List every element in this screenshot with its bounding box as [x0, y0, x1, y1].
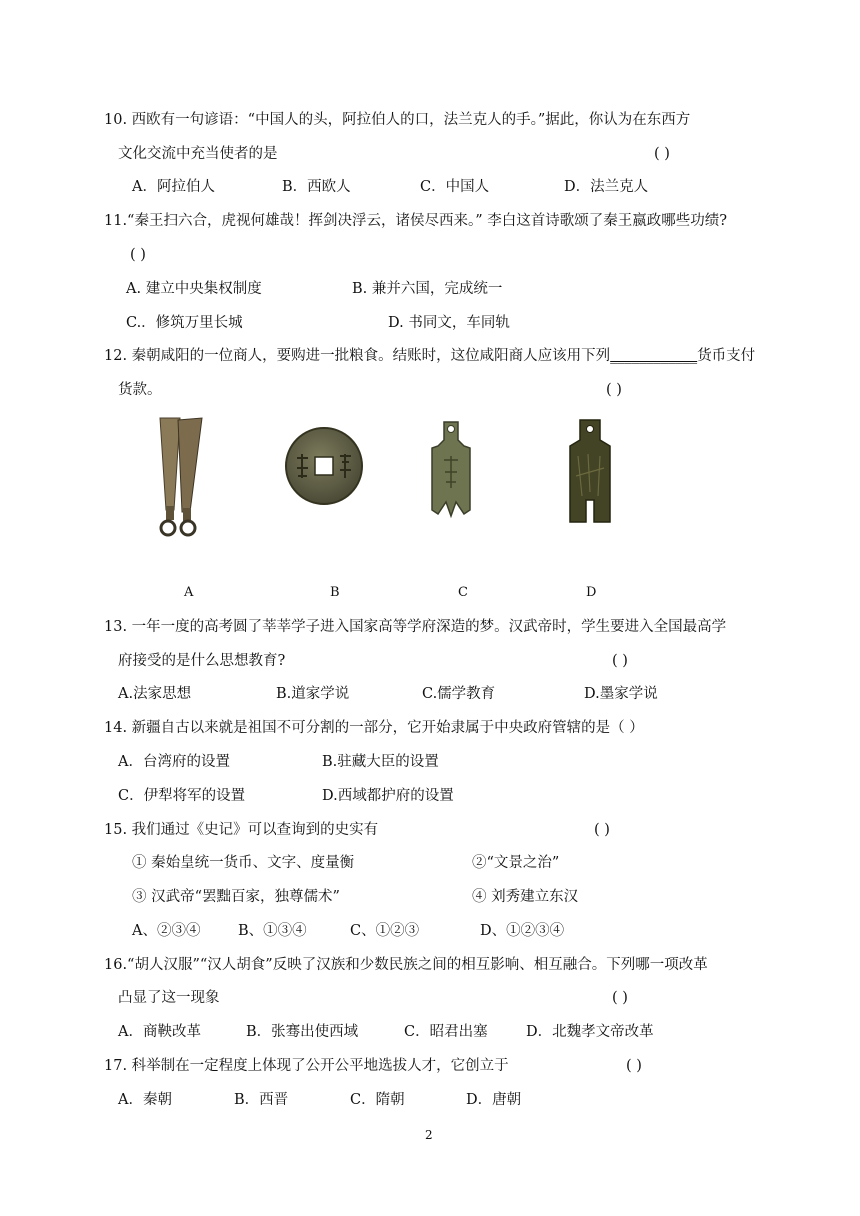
option-a: A．台湾府的设置: [118, 754, 230, 770]
option-c: C、①②③: [350, 923, 420, 939]
question-14-options-2: [0, 785, 860, 807]
answer-bracket: ( ): [612, 990, 628, 1006]
question-stem-part-2: 货币支付: [697, 348, 756, 364]
option-c: C．隋朝: [350, 1092, 405, 1108]
question-17: [0, 1055, 860, 1077]
answer-bracket: ( ): [612, 653, 628, 669]
question-11-line-2: [0, 244, 860, 266]
hollow-handle-spade-coin-icon: [418, 418, 484, 524]
question-stem: 15. 我们通过《史记》可以查询到的史实有: [104, 822, 379, 838]
question-14: [0, 717, 860, 739]
option-a: A、②③④: [132, 923, 201, 939]
statement-2: ②“文景之治”: [472, 855, 560, 871]
option-b: B.驻藏大臣的设置: [322, 754, 439, 770]
option-d: D．唐朝: [466, 1092, 522, 1108]
option-a: A.法家思想: [118, 686, 192, 702]
option-d: D．北魏孝文帝改革: [526, 1024, 654, 1040]
question-stem: 16.“胡人汉服”“汉人胡食”反映了汉族和少数民族之间的相互影响、相互融合。下列哪一项改革: [104, 957, 708, 973]
question-10: [0, 109, 860, 131]
answer-bracket: ( ): [606, 382, 622, 398]
option-b: B.道家学说: [276, 686, 350, 702]
option-b: B．张骞出使西域: [246, 1024, 359, 1040]
question-11-options-2: [0, 312, 860, 334]
question-stem: 17. 科举制在一定程度上体现了公开公平地选拔人才，它创立于: [104, 1058, 509, 1074]
option-c: C.儒学教育: [422, 686, 496, 702]
option-c: C．中国人: [420, 179, 490, 195]
question-13-options: [0, 683, 860, 705]
answer-bracket: ( ): [654, 146, 670, 162]
answer-bracket: ( ): [626, 1058, 642, 1074]
image-label-c: C: [458, 585, 468, 600]
option-d: D.墨家学说: [584, 686, 658, 702]
option-d: D、①②③④: [480, 923, 565, 939]
option-b: B、①③④: [238, 923, 307, 939]
question-14-options-1: [0, 751, 860, 773]
option-c: C.．修筑万里长城: [126, 315, 243, 331]
option-d: D．法兰克人: [564, 179, 649, 195]
knife-coin-icon: [150, 414, 210, 544]
answer-bracket: ( ): [594, 822, 610, 838]
statement-1: ① 秦始皇统一货币、文字、度量衡: [132, 855, 355, 871]
option-b: B．西欧人: [282, 179, 351, 195]
option-a: A．商鞅改革: [118, 1024, 201, 1040]
option-c: C．伊犁将军的设置: [118, 788, 246, 804]
question-12: [0, 345, 860, 367]
statement-4: ④ 刘秀建立东汉: [472, 889, 579, 905]
question-17-options: [0, 1089, 860, 1111]
question-16-options: [0, 1021, 860, 1043]
question-15-items-2: [0, 886, 860, 908]
option-c: C．昭君出塞: [404, 1024, 488, 1040]
question-10-options: [0, 176, 860, 198]
option-a: A. 建立中央集权制度: [126, 281, 262, 297]
question-10-line-2: [0, 143, 860, 165]
question-stem: 14. 新疆自古以来就是祖国不可分割的一部分，它开始隶属于中央政府管辖的是（ ）: [104, 720, 644, 736]
option-a: A．阿拉伯人: [132, 179, 215, 195]
flat-spade-coin-icon: [560, 416, 620, 528]
option-d: D.西域都护府的设置: [322, 788, 454, 804]
question-15-options: [0, 920, 860, 942]
image-label-a: A: [184, 585, 194, 600]
option-a: A．秦朝: [118, 1092, 172, 1108]
question-stem: 凸显了这一现象: [118, 990, 220, 1006]
question-15: [0, 819, 860, 841]
question-stem: [104, 345, 755, 367]
question-15-items-1: [0, 852, 860, 874]
round-ban-liang-coin-icon: [284, 426, 364, 506]
answer-bracket: ( ): [130, 247, 146, 263]
question-11: [0, 210, 860, 232]
image-label-d: D: [586, 585, 597, 600]
answer-blank: ____________: [610, 348, 698, 364]
option-b: B．西晋: [234, 1092, 289, 1108]
question-16-line-2: [0, 987, 860, 1009]
image-label-b: B: [330, 585, 340, 600]
question-16: [0, 954, 860, 976]
question-stem: 13. 一年一度的高考圆了莘莘学子进入国家高等学府深造的梦。汉武帝时，学生要进入全国最高学: [104, 619, 727, 635]
question-13-line-2: [0, 650, 860, 672]
option-d: D. 书同文，车同轨: [388, 315, 510, 331]
question-stem: 文化交流中充当使者的是: [118, 146, 278, 162]
question-stem: 10. 西欧有一句谚语：“中国人的头，阿拉伯人的口，法兰克人的手。”据此，你认为在东西方: [104, 112, 691, 128]
question-stem: 府接受的是什么思想教育?: [118, 653, 286, 669]
question-stem: 货款。: [118, 382, 162, 398]
question-stem-part-1: 12. 秦朝咸阳的一位商人，要购进一批粮食。结账时，这位咸阳商人应该用下列: [104, 348, 611, 364]
page-number: 2: [425, 1128, 433, 1142]
question-stem: 11.“秦王扫六合，虎视何雄哉！挥剑决浮云，诸侯尽西来。” 李白这首诗歌颂了秦王嬴政哪些功绩?: [104, 213, 728, 229]
option-b: B. 兼并六国，完成统一: [352, 281, 503, 297]
question-12-line-2: [0, 379, 860, 401]
question-13: [0, 616, 860, 638]
statement-3: ③ 汉武帝“罢黜百家，独尊儒术”: [132, 889, 340, 905]
question-11-options-1: [0, 278, 860, 300]
